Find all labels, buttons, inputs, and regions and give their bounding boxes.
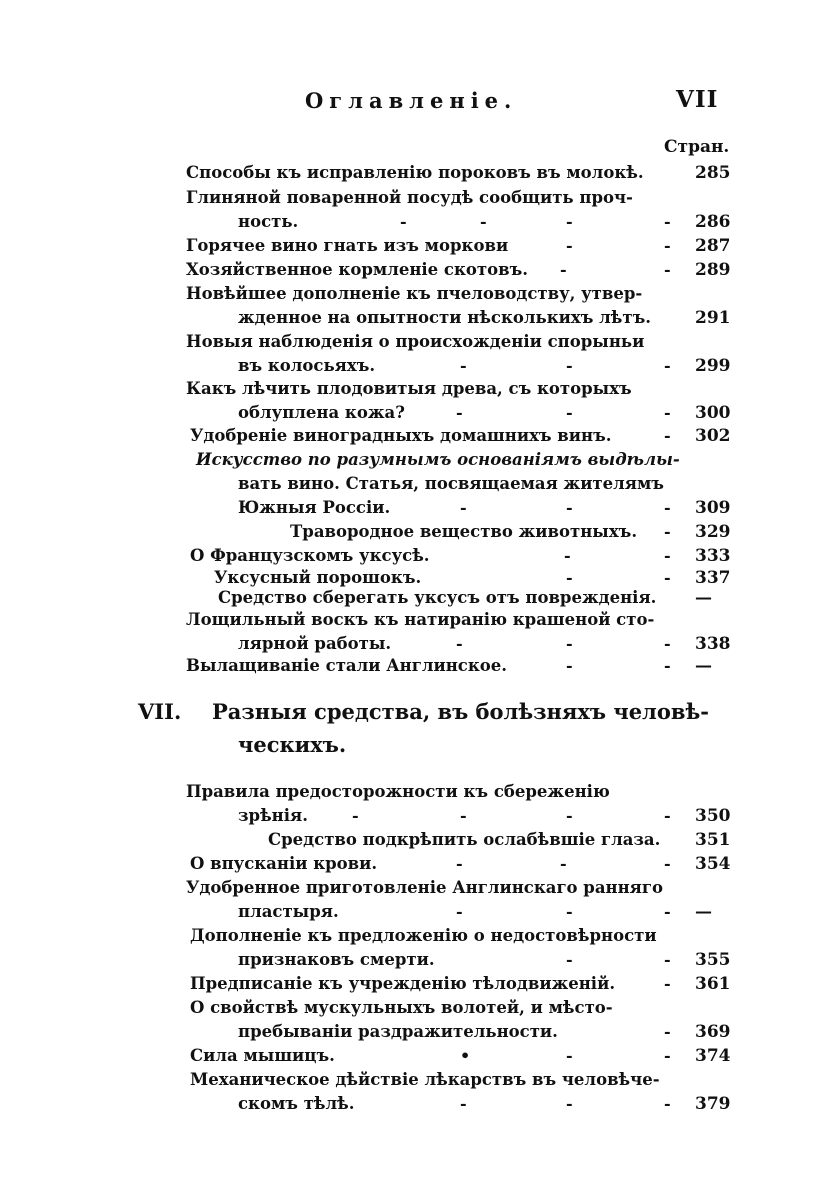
leader-dash: - (566, 568, 573, 587)
running-title: Оглавленіе. (305, 88, 518, 113)
leader-dash: - (664, 403, 671, 422)
toc-page-number: 338 (695, 634, 731, 654)
leader-dash: - (664, 426, 671, 445)
section-number: VII. (138, 699, 182, 724)
toc-entry-line: облуплена кожа? (238, 403, 405, 422)
toc-page-number: — (695, 656, 712, 676)
toc-entry-line: зрѣнія. (238, 806, 308, 825)
leader-dash: - (456, 403, 463, 422)
toc-entry-line: Дополненіе къ предложенію о недостовѣрности (190, 926, 657, 945)
toc-entry-line: ность. (238, 212, 299, 231)
leader-dash: - (566, 403, 573, 422)
leader-dash: - (566, 950, 573, 969)
leader-dash: - (566, 498, 573, 517)
toc-page-number: 300 (695, 403, 731, 423)
toc-entry-line: Горячее вино гнать изъ моркови (186, 236, 509, 255)
toc-entry-line: О впусканіи крови. (190, 854, 378, 873)
leader-dash: • (460, 1046, 471, 1065)
leader-dash: - (560, 260, 567, 279)
leader-dash: - (566, 212, 573, 231)
toc-entry-line: признаковъ смерти. (238, 950, 435, 969)
toc-entry-line: Искусство по разумнымъ основаніямъ выдѣлы- (196, 450, 680, 469)
toc-entry-line: скомъ тѣлѣ. (238, 1094, 355, 1113)
toc-entry-line: жденное на опытности нѣсколькихъ лѣтъ. (238, 308, 651, 327)
section-title: Разныя средства, въ болѣзняхъ человѣ- (212, 699, 709, 724)
leader-dash: - (664, 356, 671, 375)
toc-page-number: 285 (695, 163, 731, 183)
leader-dash: - (664, 1022, 671, 1041)
toc-page-number: 379 (695, 1094, 731, 1114)
leader-dash: - (566, 236, 573, 255)
toc-entry-line: Уксусный порошокъ. (214, 568, 422, 587)
leader-dash: - (664, 522, 671, 541)
leader-dash: - (460, 806, 467, 825)
leader-dash: - (566, 1046, 573, 1065)
toc-entry-line: Южныя Россіи. (238, 498, 391, 517)
leader-dash: - (566, 1094, 573, 1113)
leader-dash: - (664, 1094, 671, 1113)
leader-dash: - (664, 634, 671, 653)
leader-dash: - (480, 212, 487, 231)
leader-dash: - (460, 1094, 467, 1113)
leader-dash: - (664, 974, 671, 993)
toc-entry-line: лярной работы. (238, 634, 392, 653)
toc-page-number: 374 (695, 1046, 731, 1066)
toc-page-number: 337 (695, 568, 731, 588)
toc-page-number: 361 (695, 974, 731, 994)
toc-page-number: — (695, 588, 712, 608)
toc-entry-line: Вылащиваніе стали Англинское. (186, 656, 508, 675)
leader-dash: - (352, 806, 359, 825)
toc-entry-line: пластыря. (238, 902, 339, 921)
toc-entry-line: О Французскомъ уксусѣ. (190, 546, 430, 565)
leader-dash: - (566, 656, 573, 675)
leader-dash: - (564, 546, 571, 565)
leader-dash: - (664, 212, 671, 231)
toc-page-number: 309 (695, 498, 731, 518)
leader-dash: - (664, 260, 671, 279)
toc-entry-line: Хозяйственное кормленіе скотовъ. (186, 260, 528, 279)
toc-page-number: 369 (695, 1022, 731, 1042)
toc-page-number: 355 (695, 950, 731, 970)
leader-dash: - (664, 854, 671, 873)
toc-page-number: 354 (695, 854, 731, 874)
section-title: ческихъ. (238, 732, 347, 757)
toc-entry-line: Новыя наблюденія о происхожденіи спорыньи (186, 332, 645, 351)
toc-entry-line: О свойствѣ мускульныхъ волотей, и мѣсто- (190, 998, 613, 1017)
toc-entry-line: пребываніи раздражительности. (238, 1022, 558, 1041)
toc-entry-line: Правила предосторожности къ сбереженію (186, 782, 610, 801)
toc-page-number: 351 (695, 830, 731, 850)
leader-dash: - (460, 356, 467, 375)
toc-entry-line: Удобренное приготовленіе Англинскаго ранняго (186, 878, 663, 897)
leader-dash: - (664, 236, 671, 255)
leader-dash: - (664, 568, 671, 587)
toc-page-number: 299 (695, 356, 731, 376)
toc-entry-line: Предписаніе къ учрежденію тѣлодвиженій. (190, 974, 616, 993)
leader-dash: - (664, 806, 671, 825)
toc-entry-line: вать вино. Статья, посвящаемая жителямъ (238, 474, 664, 493)
toc-page-number: 286 (695, 212, 731, 232)
toc-page-number: 350 (695, 806, 731, 826)
toc-entry-line: Какъ лѣчить плодовитыя древа, съ которыхъ (186, 379, 632, 398)
leader-dash: - (664, 546, 671, 565)
leader-dash: - (664, 1046, 671, 1065)
leader-dash: - (456, 634, 463, 653)
leader-dash: - (456, 854, 463, 873)
leader-dash: - (664, 656, 671, 675)
leader-dash: - (560, 854, 567, 873)
toc-entry-line: Механическое дѣйствіе лѣкарствъ въ человѣче- (190, 1070, 660, 1089)
toc-entry-line: Сила мышицъ. (190, 1046, 335, 1065)
toc-page-number: 289 (695, 260, 731, 280)
leader-dash: - (566, 902, 573, 921)
toc-page-number: 291 (695, 308, 731, 328)
leader-dash: - (566, 356, 573, 375)
toc-entry-line: Новѣйшее дополненіе къ пчеловодству, утвер- (186, 284, 643, 303)
leader-dash: - (566, 806, 573, 825)
toc-page-number: — (695, 902, 712, 922)
toc-page-number: 302 (695, 426, 731, 446)
toc-page-number: 329 (695, 522, 731, 542)
leader-dash: - (664, 902, 671, 921)
leader-dash: - (664, 498, 671, 517)
leader-dash: - (400, 212, 407, 231)
toc-page-number: 333 (695, 546, 731, 566)
toc-page-number: 287 (695, 236, 731, 256)
leader-dash: - (460, 498, 467, 517)
toc-entry-line: Удобреніе виноградныхъ домашнихъ винъ. (190, 426, 612, 445)
toc-entry-line: Лощильный воскъ къ натиранію крашеной сто- (186, 610, 655, 629)
toc-entry-line: Способы къ исправленію пороковъ въ молокѣ. (186, 163, 644, 182)
page-number: VII (676, 86, 719, 113)
page-column-label: Стран. (664, 137, 730, 157)
leader-dash: - (456, 902, 463, 921)
toc-entry-line: въ колосьяхъ. (238, 356, 376, 375)
leader-dash: - (566, 634, 573, 653)
toc-entry-line: Глиняной поваренной посудѣ сообщить проч- (186, 188, 633, 207)
toc-entry-line: Средство сберегать уксусъ отъ поврежденія. (218, 588, 657, 607)
leader-dash: - (664, 950, 671, 969)
toc-entry-line: Травородное вещество животныхъ. (290, 522, 638, 541)
toc-entry-line: Средство подкрѣпить ослабѣвшіе глаза. (268, 830, 661, 849)
